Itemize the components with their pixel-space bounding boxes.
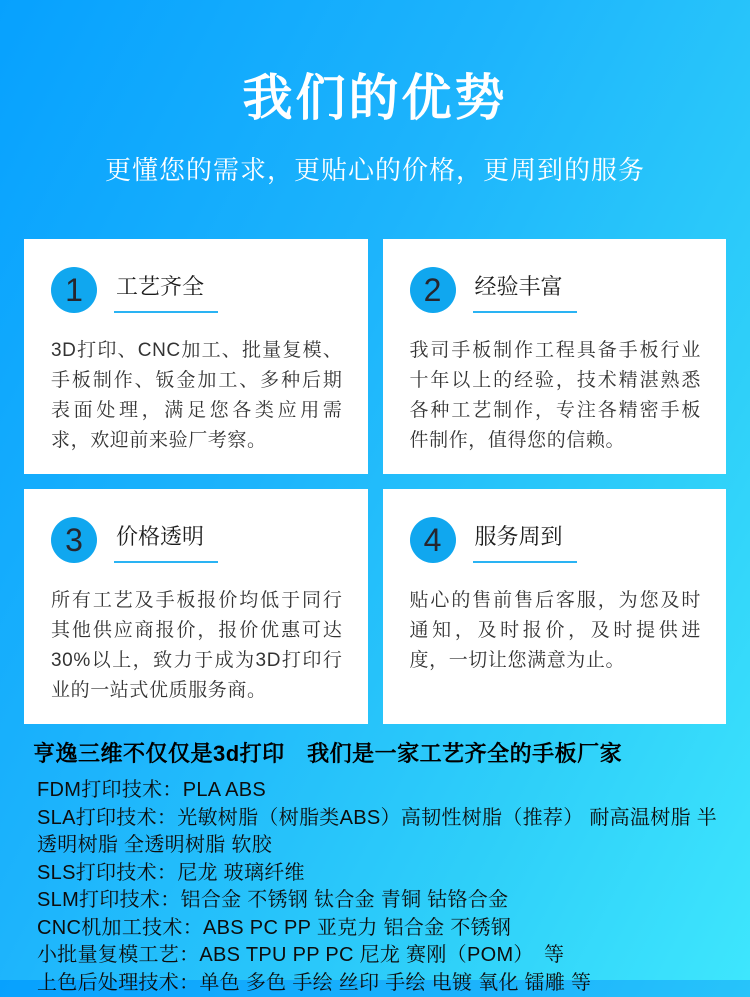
card-description: 贴心的售前售后客服，为您及时通知，及时报价，及时提供进度，一切让您满意为止。 [410,586,702,676]
capability-line-finishing: 上色后处理技术：单色 多色 手绘 丝印 手绘 电镀 氧化 镭雕 等 [37,970,722,997]
page-title: 我们的优势 [0,58,750,130]
advantage-cards-grid [24,239,726,724]
card-description: 3D打印、CNC加工、批量复模、手板制作、钣金加工、多种后期表面处理，满足您各类应用需求，欢迎前来验厂考察。 [51,336,343,456]
capability-line-sla: SLA打印技术：光敏树脂（树脂类ABS）高韧性树脂（推荐） 耐高温树脂 半透明树脂 全透明树脂 软胶 [37,805,722,860]
card-title: 服务周到 [473,516,577,563]
card-header [410,516,702,563]
number-badge: 2 [410,267,456,313]
capabilities-heading: 亨逸三维不仅仅是3d打印 我们是一家工艺齐全的手板厂家 [33,737,722,768]
number-badge: 1 [51,267,97,313]
capability-line-sls: SLS打印技术：尼龙 玻璃纤维 [37,860,722,888]
card-title: 经验丰富 [473,266,577,313]
capabilities-list [33,777,722,997]
card-header [410,266,702,313]
card-header [51,266,343,313]
advantage-card-service [383,489,727,724]
advantage-card-price [24,489,368,724]
capability-line-fdm: FDM打印技术：PLA ABS [37,777,722,805]
capability-line-cnc: CNC机加工技术：ABS PC PP 亚克力 铝合金 不锈钢 [37,915,722,943]
number-badge: 4 [410,517,456,563]
card-header [51,516,343,563]
advantage-card-experience [383,239,727,474]
card-description: 所有工艺及手板报价均低于同行其他供应商报价，报价优惠可达30%以上，致力于成为3D打印行业的一站式优质服务商。 [51,586,343,706]
hero-section [0,0,750,187]
capability-line-slm: SLM打印技术：铝合金 不锈钢 钛合金 青铜 钴铬合金 [37,887,722,915]
card-description: 我司手板制作工程具备手板行业十年以上的经验，技术精湛熟悉各种工艺制作，专注各精密手板件制作，值得您的信赖。 [410,336,702,456]
number-badge: 3 [51,517,97,563]
capability-line-molding: 小批量复模工艺：ABS TPU PP PC 尼龙 赛刚（POM） 等 [37,942,722,970]
advantage-card-craft [24,239,368,474]
page-subtitle: 更懂您的需求，更贴心的价格，更周到的服务 [0,150,750,187]
capabilities-section [33,737,722,997]
card-title: 价格透明 [114,516,218,563]
card-title: 工艺齐全 [114,266,218,313]
